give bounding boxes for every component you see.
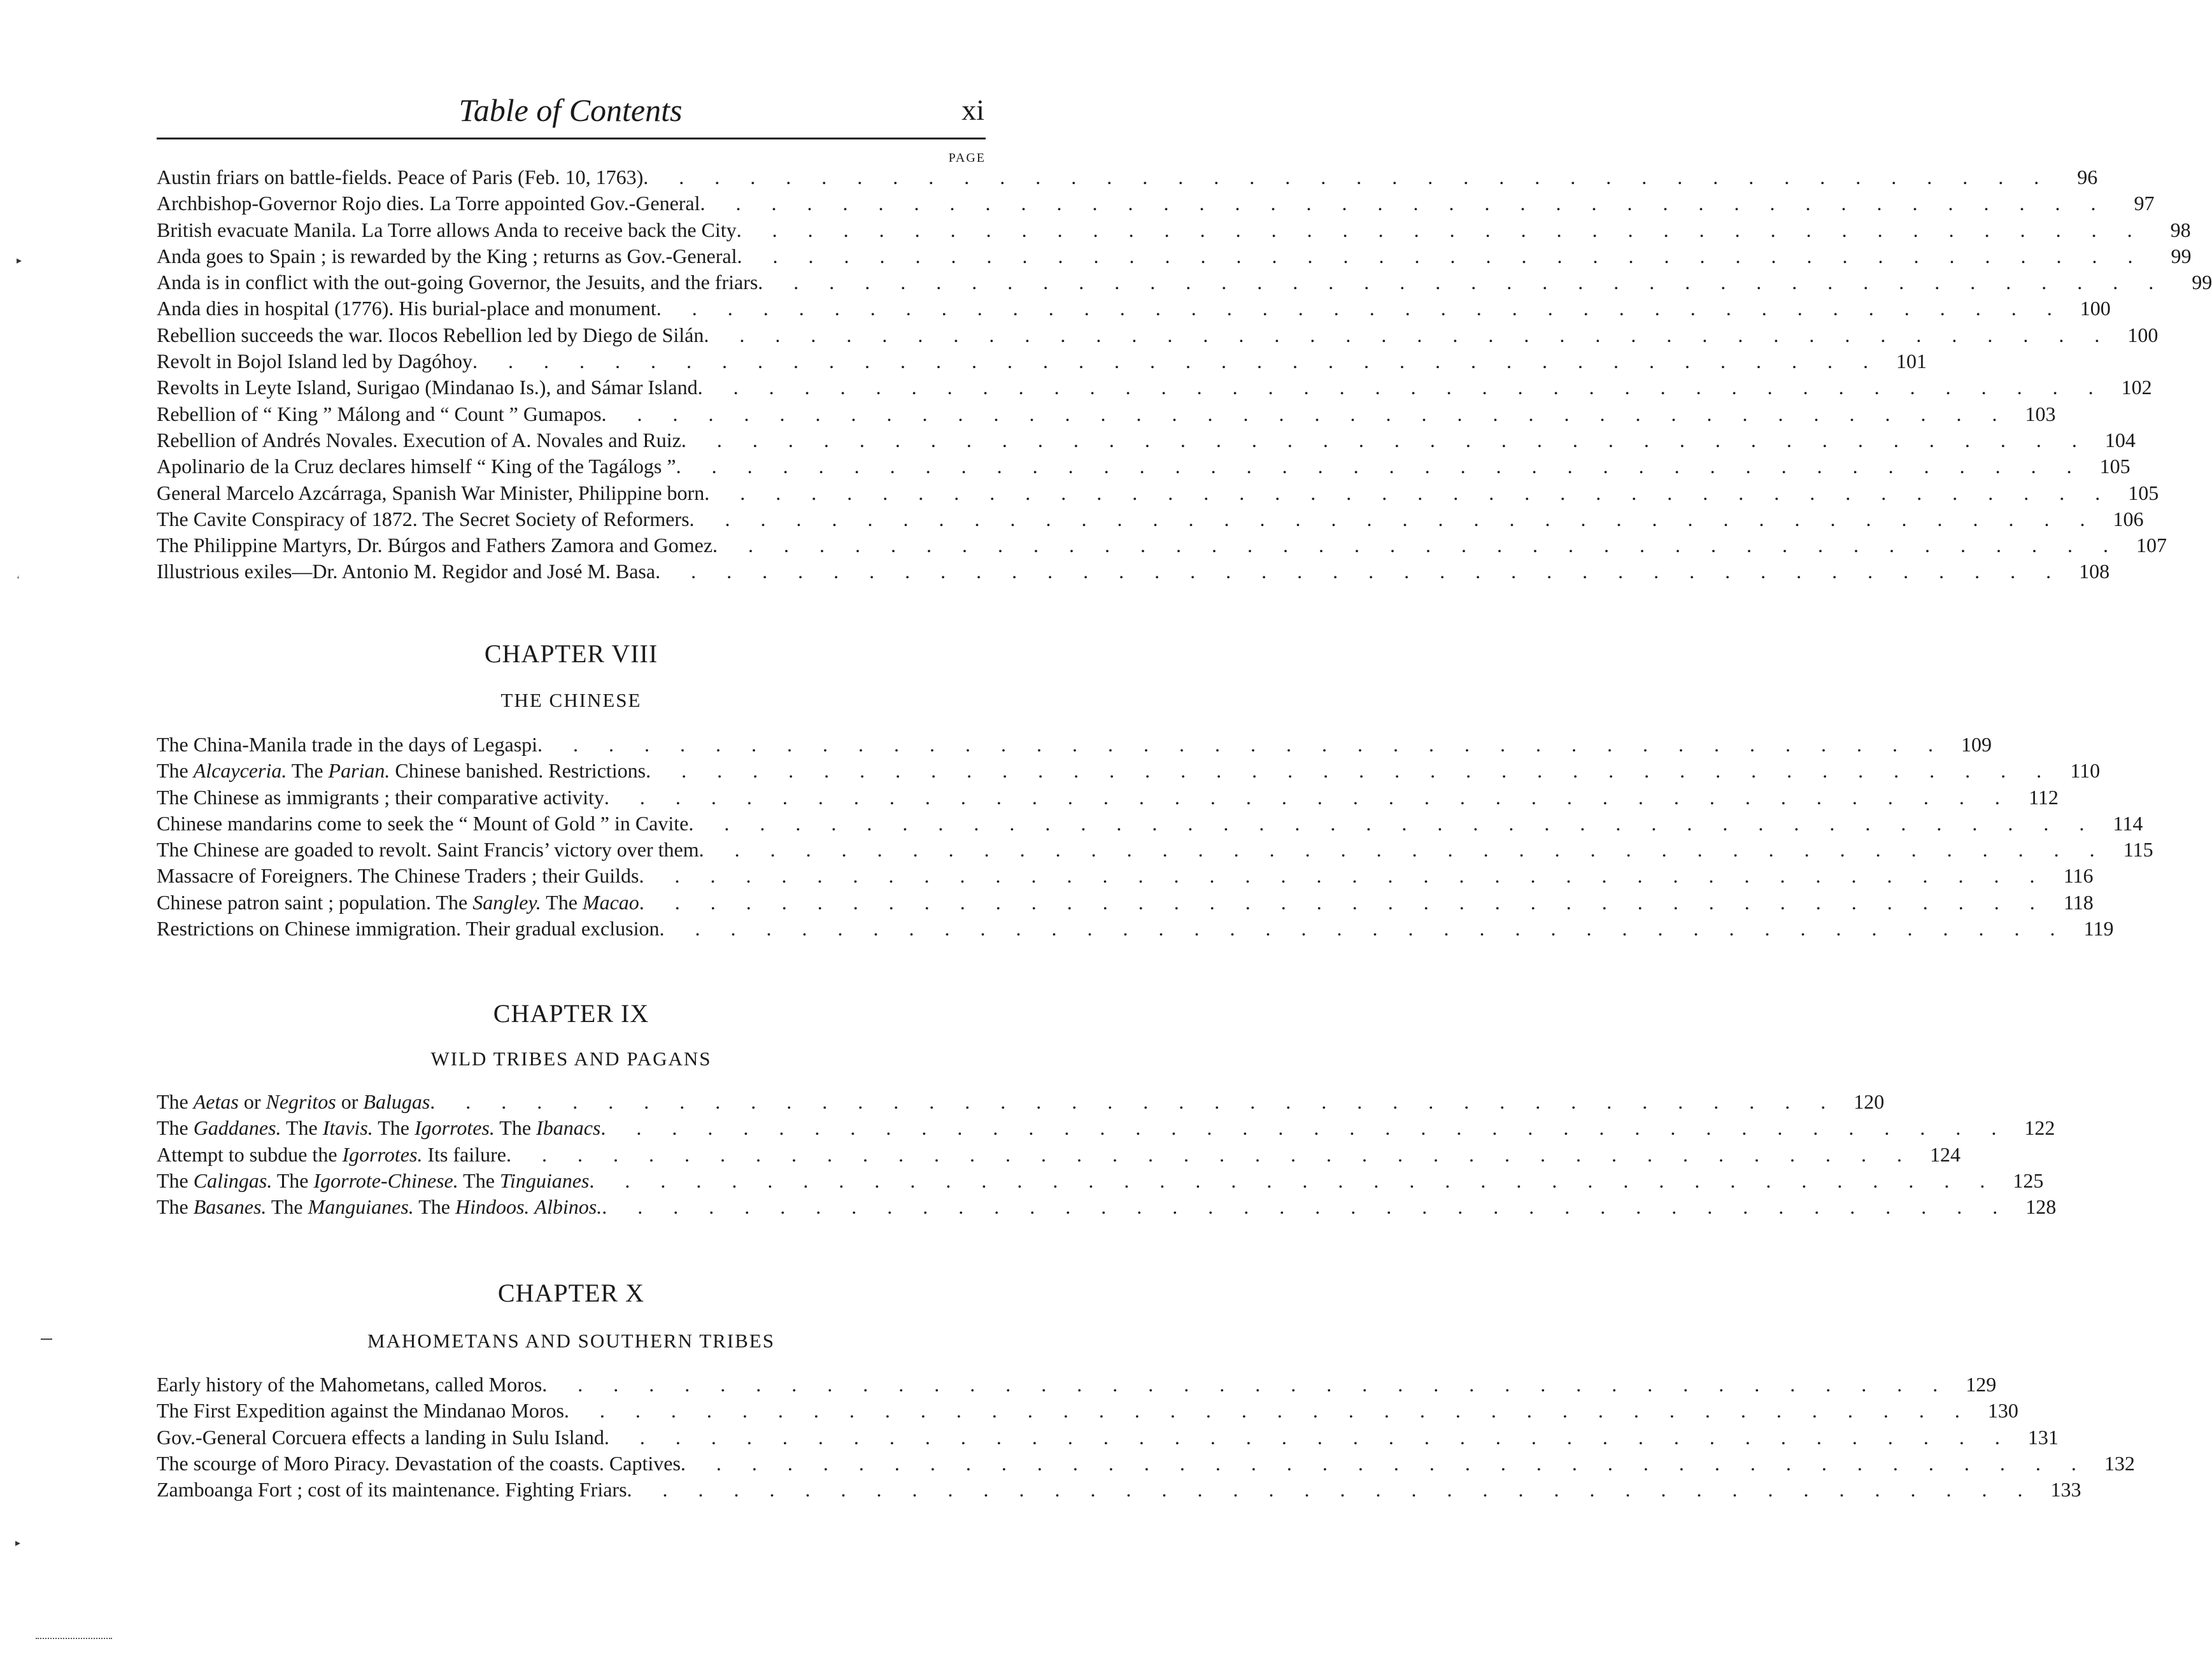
toc-entry-text (157, 322, 704, 348)
toc-entry-text-segment: The (157, 1116, 194, 1140)
toc-entry (157, 217, 2191, 243)
toc-entry-page-number: 118 (2063, 890, 2094, 914)
toc-entry-page-number: 102 (2121, 376, 2152, 399)
dot-leader: . . . . . . . . . . . . . . . . . . . . . . . . . . . . . . . . . . . . . . . . (604, 785, 2013, 809)
toc-entry (157, 837, 2153, 863)
chapter-heading: CHAPTER IX (493, 999, 649, 1028)
toc-entry (157, 1142, 1960, 1168)
toc-entry-italic-term: Balugas (363, 1090, 430, 1113)
toc-entry-italic-term: Alcayceria. (193, 759, 287, 783)
toc-entry-text-segment: Austin friars on battle-fields. Peace of Paris (Feb. 10, 1763) (157, 166, 644, 188)
toc-entry-italic-term: Calingas. (193, 1168, 273, 1192)
dot-leader: . . . . . . . . . . . . . . . . . . . . . . . . . . . . . . . . . . . . . . . . (737, 244, 2146, 267)
toc-entry-text-segment: The (272, 1168, 314, 1192)
page-column-label: PAGE (948, 151, 986, 165)
toc-entry-text-segment: Apolinario de la Cruz declares himself “ King of the Tagálogs ” (157, 455, 676, 478)
toc-entry-text (157, 1451, 681, 1477)
toc-entry-text-segment: Restrictions on Chinese immigration. Their gradual exclusion (157, 917, 660, 941)
toc-entry-text-segment: Gov.-General Corcuera effects a landing in Sulu Island (157, 1425, 604, 1449)
toc-entry-page-number: 110 (2070, 759, 2101, 783)
dot-leader: . . . . . . . . . . . . . . . . . . . . . . . . . . . . . . . . . . . . . . . . (537, 733, 1946, 756)
toc-entry-text (157, 785, 604, 811)
toc-entry-text-segment: The (157, 1168, 194, 1192)
toc-entry-page-number: 120 (1854, 1090, 1885, 1113)
toc-entry-text-segment: Chinese banished. Restrictions (390, 759, 646, 783)
dot-leader: . . . . . . . . . . . . . . . . . . . . . . . . . . . . . . . . . . . . . . . . (430, 1090, 1839, 1113)
toc-entry-text-segment: Zamboanga Fort ; cost of its maintenance. Fighting Friars (157, 1478, 627, 1502)
toc-entry-page-number: 98 (2170, 218, 2191, 241)
toc-entry-text-segment: or (238, 1090, 266, 1113)
toc-entry-page-number: 107 (2136, 534, 2167, 557)
toc-entry (157, 1115, 2055, 1141)
toc-entry-page-number: 96 (2077, 166, 2098, 188)
toc-entry-italic-term: Hindoos. (455, 1195, 530, 1219)
toc-entry-page-number: 130 (1987, 1399, 2018, 1423)
dot-leader: . . . . . . . . . . . . . . . . . . . . . . . . . . . . . . . . . . . . . . . . (689, 507, 2098, 530)
toc-entry-page-number: 125 (2013, 1168, 2044, 1192)
scan-margin-mark (41, 1339, 52, 1340)
toc-entry (157, 1398, 2018, 1424)
toc-entry-text (157, 1398, 564, 1424)
toc-entry-text (157, 480, 704, 506)
dot-leader: . . . . . . . . . . . . . . . . . . . . . . . . . . . . . . . . . . . . . . . . (704, 323, 2113, 346)
toc-entry-page-number: 116 (2063, 864, 2094, 888)
toc-entry-text (157, 401, 602, 427)
dot-leader: . . . . . . . . . . . . . . . . . . . . . . . . . . . . . . . . . . . . . . . . (680, 1451, 2089, 1475)
toc-entry (157, 532, 2167, 558)
dot-leader: . . . . . . . . . . . . . . . . . . . . . . . . . . . . . . . . . . . . . . . . (639, 864, 2048, 888)
toc-entry-text-segment: Its failure (422, 1142, 506, 1166)
toc-entry-text-segment: The (413, 1195, 455, 1219)
toc-entry-page-number: 101 (1896, 350, 1927, 373)
toc-entry-text-segment: Early history of the Mahometans, called Moros (157, 1373, 542, 1396)
toc-entry-page-number: 131 (2027, 1425, 2059, 1449)
toc-entry-text (157, 453, 676, 479)
scan-margin-mark (36, 1638, 112, 1639)
toc-entries-chapter-x (157, 1372, 2135, 1503)
toc-entry-page-number: 114 (2113, 811, 2143, 835)
toc-entry-page-number: 103 (2025, 402, 2056, 425)
toc-entry-text (157, 890, 639, 916)
toc-entry-text (157, 217, 737, 243)
toc-entry (157, 811, 2143, 837)
chapter-subtitle: MAHOMETANS AND SOUTHERN TRIBES (367, 1330, 775, 1352)
toc-entry-page-number: 100 (2127, 323, 2159, 346)
toc-entry-page-number: 99 (2171, 244, 2192, 267)
toc-entry-page-number: 105 (2128, 481, 2159, 504)
toc-entry-page-number: 122 (2024, 1116, 2055, 1140)
toc-entry (157, 916, 2114, 942)
dot-leader: . . . . . . . . . . . . . . . . . . . . . . . . . . . . . . . . . . . . . . . . (659, 917, 2068, 941)
toc-entry-text-segment: The Cavite Conspiracy of 1872. The Secret Society of Reformers (157, 507, 690, 530)
toc-entry-text-segment: The (287, 759, 329, 783)
toc-entry-page-number: 104 (2104, 428, 2136, 451)
dot-leader: . . . . . . . . . . . . . . . . . . . . . . . . . . . . . . . . . . . . . . . . (542, 1373, 1951, 1396)
dot-leader: . . . . . . . . . . . . . . . . . . . . . . . . . . . . . . . . . . . . . . . . (700, 192, 2109, 215)
toc-entry-italic-term: Sangley. (472, 890, 541, 914)
toc-entry-page-number: 99 (2192, 271, 2212, 294)
toc-entry-italic-term: Basanes. (193, 1195, 267, 1219)
toc-entry-text-segment: The (372, 1116, 415, 1140)
toc-entry-text (157, 348, 472, 374)
toc-entry (157, 374, 2152, 401)
toc-entry-text-segment: Revolts in Leyte Island, Surigao (Mindanao Is.), and Sámar Island (157, 376, 698, 399)
toc-entry-text-segment: The (157, 1090, 194, 1113)
running-title: Table of Contents (458, 92, 683, 128)
toc-entry-text (157, 1115, 600, 1141)
toc-entry (157, 558, 2110, 585)
toc-entry-text (157, 1477, 627, 1503)
toc-entry-italic-term: Igorrote-Chinese. (313, 1168, 458, 1192)
toc-entry-text (157, 164, 643, 190)
toc-entry (157, 732, 1992, 758)
toc-entry-text-segment: The (281, 1116, 323, 1140)
toc-entry (157, 1451, 2135, 1477)
toc-entry-text (157, 1194, 602, 1220)
dot-leader: . . . . . . . . . . . . . . . . . . . . . . . . . . . . . . . . . . . . . . . . (697, 376, 2106, 399)
toc-entry-page-number: 105 (2099, 455, 2130, 478)
toc-entry (157, 1372, 1997, 1398)
toc-entry-text-segment: The Philippine Martyrs, Dr. Búrgos and Fathers Zamora and Gomez (157, 534, 713, 557)
toc-entry-text (157, 916, 659, 942)
toc-entry (157, 785, 2059, 811)
scan-margin-mark: ▸ (15, 1538, 21, 1549)
toc-entry-text-segment: Attempt to subdue the (157, 1142, 343, 1166)
scan-margin-mark: ▸ (17, 255, 22, 266)
running-head (157, 88, 984, 132)
toc-entry-text (157, 558, 655, 585)
chapter-heading: CHAPTER VIII (484, 639, 658, 668)
toc-entry-text (157, 243, 737, 269)
toc-entry-text-segment: Rebellion succeeds the war. Ilocos Rebellion led by Diego de Silán (157, 323, 704, 346)
toc-entry-text-segment: Chinese patron saint ; population. The (157, 890, 473, 914)
toc-entry-text-segment: Archbishop-Governor Rojo dies. La Torre appointed Gov.-General (157, 192, 700, 215)
toc-entry-page-number: 132 (2104, 1451, 2135, 1475)
toc-entry-text-segment: The (266, 1195, 308, 1219)
toc-entries-chapter-ix (157, 1089, 2057, 1220)
toc-entry (157, 1194, 2057, 1220)
toc-entry-text (157, 295, 656, 322)
dot-leader: . . . . . . . . . . . . . . . . . . . . . . . . . . . . . . . . . . . . . . . . (639, 890, 2048, 914)
toc-entry (157, 453, 2130, 479)
toc-entry-page-number: 106 (2113, 507, 2144, 530)
toc-entry-text-segment: The Chinese are goaded to revolt. Saint Francis’ victory over them (157, 838, 699, 862)
toc-entry (157, 480, 2159, 506)
toc-entry-text (157, 758, 646, 784)
toc-entries-chapter-viii (157, 732, 2153, 942)
toc-entry-text-segment: or (336, 1090, 364, 1113)
toc-entry-text-segment: Revolt in Bojol Island led by Dagóhoy (157, 350, 472, 373)
toc-entry-italic-term: Parian. (328, 759, 390, 783)
toc-entry-page-number: 119 (2083, 917, 2114, 941)
toc-entry-page-number: 115 (2123, 838, 2153, 862)
toc-entry-text-segment: British evacuate Manila. La Torre allows Anda to receive back the City (157, 218, 737, 241)
dot-leader: . . . . . . . . . . . . . . . . . . . . . . . . . . . . . . . . . . . . . . . . (758, 271, 2167, 294)
toc-entry-text-segment: The (157, 1195, 194, 1219)
toc-entry-text (157, 1089, 430, 1115)
toc-entry-italic-term: Itavis. (322, 1116, 373, 1140)
toc-entry (157, 758, 2101, 784)
page-number: xi (961, 94, 984, 126)
toc-entry-text (157, 1142, 506, 1168)
dot-leader: . . . . . . . . . . . . . . . . . . . . . . . . . . . . . . . . . . . . . . . . (698, 838, 2108, 862)
toc-entry (157, 1089, 1885, 1115)
dot-leader: . . . . . . . . . . . . . . . . . . . . . . . . . . . . . . . . . . . . . . . . (627, 1478, 2036, 1502)
toc-entry-text-segment: Chinese mandarins come to seek the “ Mount of Gold ” in Cavite (157, 811, 689, 835)
chapter-subtitle: WILD TRIBES AND PAGANS (430, 1048, 712, 1070)
dot-leader: . . . . . . . . . . . . . . . . . . . . . . . . . . . . . . . . . . . . . . . . (676, 455, 2085, 478)
toc-entry (157, 295, 2111, 322)
toc-entry-page-number: 108 (2079, 560, 2110, 583)
toc-entry (157, 322, 2159, 348)
toc-entry-italic-term: Tinguianes (499, 1168, 590, 1192)
toc-entry-text-segment: Rebellion of “ King ” Málong and “ Count ” Gumapos (157, 402, 602, 425)
toc-entry-page-number: 97 (2134, 192, 2155, 215)
toc-entry-italic-term: Gaddanes. (193, 1116, 281, 1140)
dot-leader: . . . . . . . . . . . . . . . . . . . . . . . . . . . . . . . . . . . . . . . . (681, 428, 2090, 451)
toc-entry-text-segment: The First Expedition against the Mindanao Moros (157, 1399, 564, 1423)
toc-entry (157, 190, 2155, 217)
toc-entry (157, 348, 1927, 374)
toc-entry-page-number: 100 (2080, 297, 2111, 320)
dot-leader: . . . . . . . . . . . . . . . . . . . . . . . . . . . . . . . . . . . . . . . . (601, 402, 2010, 425)
toc-entry (157, 427, 2136, 453)
toc-entry-page-number: 112 (2029, 785, 2059, 809)
toc-entry-text (157, 1168, 589, 1194)
toc-entry-italic-term: Ibanacs (536, 1116, 601, 1140)
toc-entry-text-segment: Anda is in conflict with the out-going Governor, the Jesuits, and the friars (157, 271, 758, 294)
dot-leader: . . . . . . . . . . . . . . . . . . . . . . . . . . . . . . . . . . . . . . . . (604, 1425, 2013, 1449)
toc-entry-text-segment: Massacre of Foreigners. The Chinese Traders ; their Guilds (157, 864, 639, 888)
toc-entry-page-number: 133 (2050, 1478, 2081, 1502)
toc-entry (157, 863, 2094, 889)
toc-entry-text-segment: Illustrious exiles—Dr. Antonio M. Regidor and José M. Basa (157, 560, 656, 583)
toc-entry-text (157, 532, 713, 558)
toc-entry-text (157, 374, 698, 401)
toc-entry-italic-term: Albinos. (534, 1195, 602, 1219)
dot-leader: . . . . . . . . . . . . . . . . . . . . . . . . . . . . . . . . . . . . . . . . (656, 297, 2065, 320)
chapter-heading: CHAPTER X (497, 1279, 645, 1307)
toc-entry-text-segment: Anda goes to Spain ; is rewarded by the King ; returns as Gov.-General (157, 244, 737, 267)
dot-leader: . . . . . . . . . . . . . . . . . . . . . . . . . . . . . . . . . . . . . . . . (713, 534, 2122, 557)
dot-leader: . . . . . . . . . . . . . . . . . . . . . . . . . . . . . . . . . . . . . . . . (564, 1399, 1973, 1423)
toc-entry-text-segment: General Marcelo Azcárraga, Spanish War Minister, Philippine born (157, 481, 705, 504)
toc-entry-text-segment: The scourge of Moro Piracy. Devastation of the coasts. Captives (157, 1451, 681, 1475)
dot-leader: . . . . . . . . . . . . . . . . . . . . . . . . . . . . . . . . . . . . . . . . (472, 350, 1881, 373)
toc-entry-text (157, 837, 699, 863)
toc-entry-text (157, 1372, 542, 1398)
toc-entry-italic-term: Igorrotes. (414, 1116, 495, 1140)
toc-entry-text (157, 732, 537, 758)
toc-entry-text (157, 427, 681, 453)
dot-leader: . . . . . . . . . . . . . . . . . . . . . . . . . . . . . . . . . . . . . . . . (643, 166, 2052, 188)
toc-entry-page-number: 129 (1966, 1373, 1997, 1396)
scan-margin-mark: ‘ (17, 574, 20, 585)
toc-entry-italic-term: Aetas (193, 1090, 239, 1113)
toc-entry (157, 243, 2192, 269)
toc-entry-text-segment: The (541, 890, 583, 914)
toc-entry-text-segment: The (157, 759, 194, 783)
toc-entry (157, 1168, 2044, 1194)
dot-leader: . . . . . . . . . . . . . . . . . . . . . . . . . . . . . . . . . . . . . . . . (589, 1168, 1998, 1192)
toc-entry-text-segment: The China-Manila trade in the days of Legaspi (157, 733, 538, 756)
dot-leader: . . . . . . . . . . . . . . . . . . . . . . . . . . . . . . . . . . . . . . . . (736, 218, 2145, 241)
toc-entry (157, 506, 2144, 532)
toc-entry-italic-term: Igorrotes. (342, 1142, 423, 1166)
toc-entry-page-number: 124 (1929, 1142, 1960, 1166)
toc-entry (157, 1424, 2059, 1451)
toc-entry-text-segment: The (458, 1168, 500, 1192)
toc-entry (157, 1477, 2081, 1503)
dot-leader: . . . . . . . . . . . . . . . . . . . . . . . . . . . . . . . . . . . . . . . . (688, 811, 2097, 835)
toc-entry-italic-term: Manguianes. (308, 1195, 414, 1219)
toc-entry-text-segment: Rebellion of Andrés Novales. Execution of A. Novales and Ruiz (157, 428, 681, 451)
toc-entry-page-number: 128 (2025, 1195, 2057, 1219)
toc-entry-italic-term: Macao (582, 890, 639, 914)
header-rule (157, 138, 986, 139)
toc-entry-page-number: 109 (1961, 733, 1992, 756)
toc-entries-continued (157, 164, 2212, 585)
toc-entry-text (157, 811, 688, 837)
toc-entry (157, 269, 2212, 295)
toc-entry-text (157, 269, 758, 295)
dot-leader: . . . . . . . . . . . . . . . . . . . . . . . . . . . . . . . . . . . . . . . . (655, 560, 2064, 583)
toc-entry-text (157, 863, 639, 889)
toc-entry-text (157, 190, 700, 217)
toc-entry-text (157, 506, 690, 532)
toc-entry (157, 164, 2098, 190)
dot-leader: . . . . . . . . . . . . . . . . . . . . . . . . . . . . . . . . . . . . . . . . (704, 481, 2113, 504)
dot-leader: . . . . . . . . . . . . . . . . . . . . . . . . . . . . . . . . . . . . . . . . (506, 1142, 1915, 1166)
dot-leader: . . . . . . . . . . . . . . . . . . . . . . . . . . . . . . . . . . . . . . . . (600, 1116, 2010, 1140)
toc-entry-text-segment: Anda dies in hospital (1776). His burial-place and monument (157, 297, 656, 320)
toc-entry (157, 890, 2094, 916)
toc-entry (157, 401, 2056, 427)
dot-leader: . . . . . . . . . . . . . . . . . . . . . . . . . . . . . . . . . . . . . . . . (602, 1195, 2011, 1219)
toc-entry-italic-term: Negritos (266, 1090, 336, 1113)
toc-entry-text (157, 1424, 604, 1451)
toc-entry-text-segment: The Chinese as immigrants ; their comparative activity (157, 785, 604, 809)
toc-entry-text-segment: The (494, 1116, 537, 1140)
dot-leader: . . . . . . . . . . . . . . . . . . . . . . . . . . . . . . . . . . . . . . . . (646, 759, 2055, 783)
chapter-subtitle: THE CHINESE (500, 689, 642, 711)
